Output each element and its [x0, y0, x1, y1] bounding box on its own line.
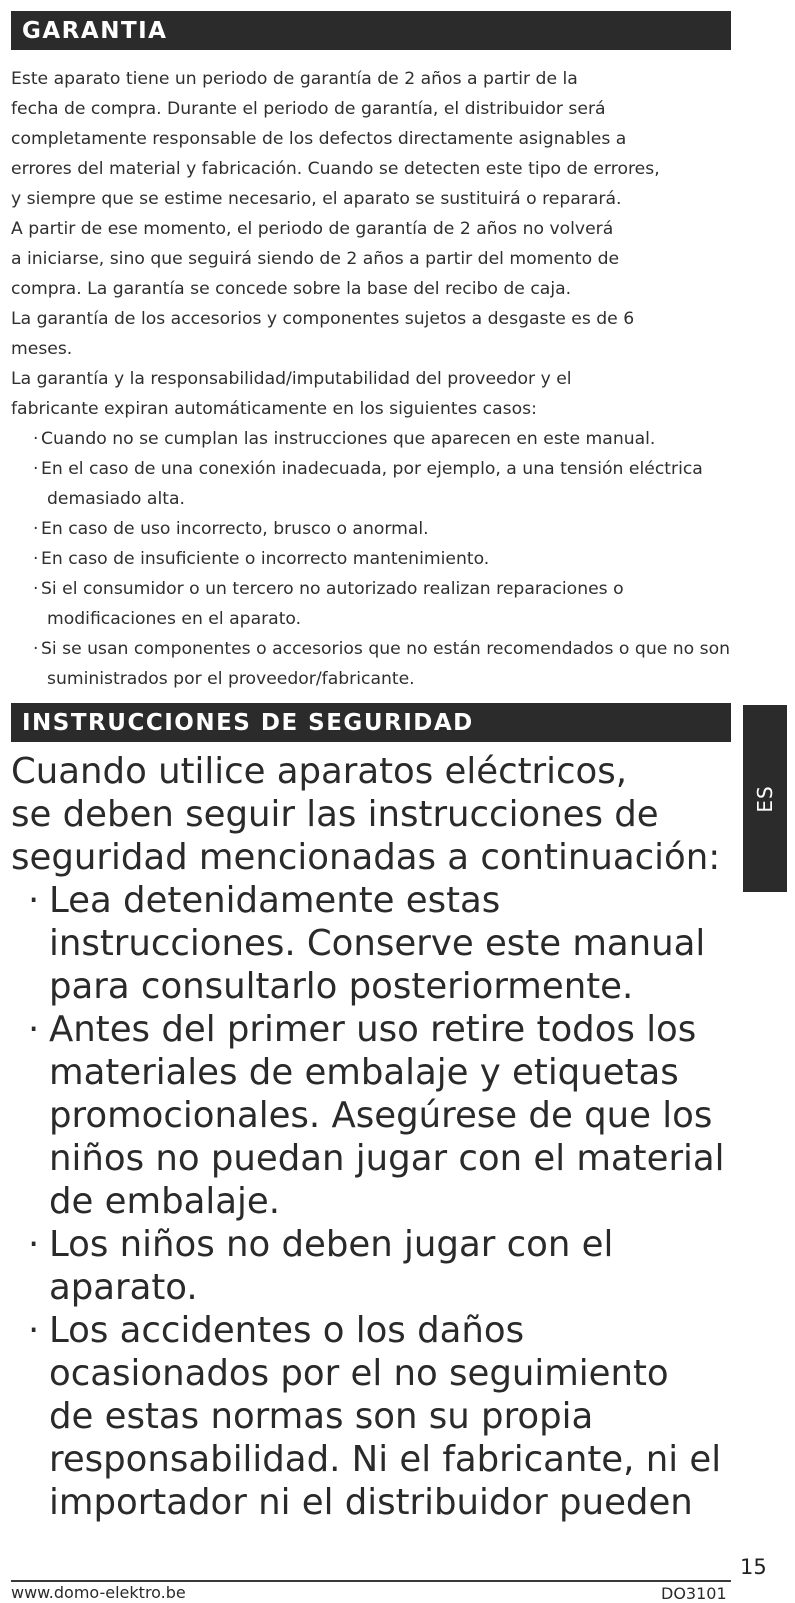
garantia-section-header [11, 11, 731, 50]
seguridad-list [11, 879, 735, 1524]
language-tab [743, 705, 787, 892]
garantia-body [11, 64, 731, 694]
seguridad-item-text: Antes del primer uso retire todos los materiales de embalaje y etiquetas promocionales. Asegúrese de que los niños no puedan jugar con el material de embalaje. [49, 1009, 725, 1222]
bullet-dot: · [33, 549, 39, 569]
garantia-case-item [24, 544, 731, 574]
footer-website: www.domo-elektro.be [11, 1583, 186, 1602]
bullet-dot: · [28, 880, 40, 921]
garantia-paragraph: Este aparato tiene un periodo de garantía de 2 años a partir de la fecha de compra. Durante el periodo de garantía, el distribuidor será completamente responsable de los defectos directamente asignables a errores del material y fabricación. Cuando se detecten este tipo de errores, y siempre que se estime necesario, el aparato se sustituirá o reparará. A partir de ese momento, el periodo de garantía de 2 años no volverá a iniciarse, sino que seguirá siendo de 2 años a partir del momento de compra. La garantía se concede sobre la base del recibo de caja. [11, 69, 660, 299]
seguridad-item-text: Los accidentes o los daños ocasionados por el no seguimiento de estas normas son su propia responsabilidad. Ni el fabricante, ni el importador ni el distribuidor pueden [49, 1310, 722, 1523]
bullet-dot: · [33, 459, 39, 479]
seguridad-item [11, 1223, 735, 1309]
case-text: Si el consumidor o un tercero no autorizado realizan reparaciones o modificaciones en el aparato. [41, 579, 624, 629]
bullet-dot: · [28, 1009, 40, 1050]
garantia-title: GARANTIA [22, 18, 168, 44]
case-text: Cuando no se cumplan las instrucciones que aparecen en este manual. [41, 429, 656, 449]
bullet-dot: · [33, 519, 39, 539]
bullet-dot: · [33, 429, 39, 449]
case-text: En caso de insuficiente o incorrecto mantenimiento. [41, 549, 490, 569]
footer-divider [11, 1580, 731, 1582]
case-text: En el caso de una conexión inadecuada, por ejemplo, a una tensión eléctrica demasiado alta. [41, 459, 703, 509]
seguridad-item [11, 879, 735, 1008]
seguridad-item-text: Los niños no deben jugar con el aparato. [49, 1224, 614, 1308]
case-text: Si se usan componentes o accesorios que no están recomendados o que no son suministrados por el proveedor/fabricante. [41, 639, 730, 689]
bullet-dot: · [28, 1224, 40, 1265]
page-number: 15 [740, 1555, 767, 1579]
garantia-cases-list [11, 424, 731, 694]
seguridad-item [11, 1008, 735, 1223]
garantia-case-item [24, 454, 731, 514]
bullet-dot: · [28, 1310, 40, 1351]
case-text: En caso de uso incorrecto, brusco o anormal. [41, 519, 429, 539]
footer-model-number: DO3101 [661, 1584, 727, 1603]
seguridad-item [11, 1309, 735, 1524]
garantia-case-item [24, 514, 731, 544]
garantia-case-item [24, 424, 731, 454]
language-tab-label: ES [753, 784, 777, 813]
garantia-case-item [24, 574, 731, 634]
seguridad-body [11, 750, 735, 1524]
garantia-case-item [24, 634, 731, 694]
seguridad-title: INSTRUCCIONES DE SEGURIDAD [22, 710, 474, 736]
seguridad-intro: Cuando utilice aparatos eléctricos, se deben seguir las instrucciones de seguridad mencionadas a continuación: [11, 751, 721, 878]
seguridad-item-text: Lea detenidamente estas instrucciones. Conserve este manual para consultarlo posteriormente. [49, 880, 706, 1007]
seguridad-section-header [11, 703, 731, 742]
bullet-dot: · [33, 579, 39, 599]
garantia-paragraph: La garantía y la responsabilidad/imputabilidad del proveedor y el fabricante expiran automáticamente en los siguientes casos: [11, 369, 572, 419]
garantia-paragraph: La garantía de los accesorios y componentes sujetos a desgaste es de 6 meses. [11, 309, 635, 359]
bullet-dot: · [33, 639, 39, 659]
